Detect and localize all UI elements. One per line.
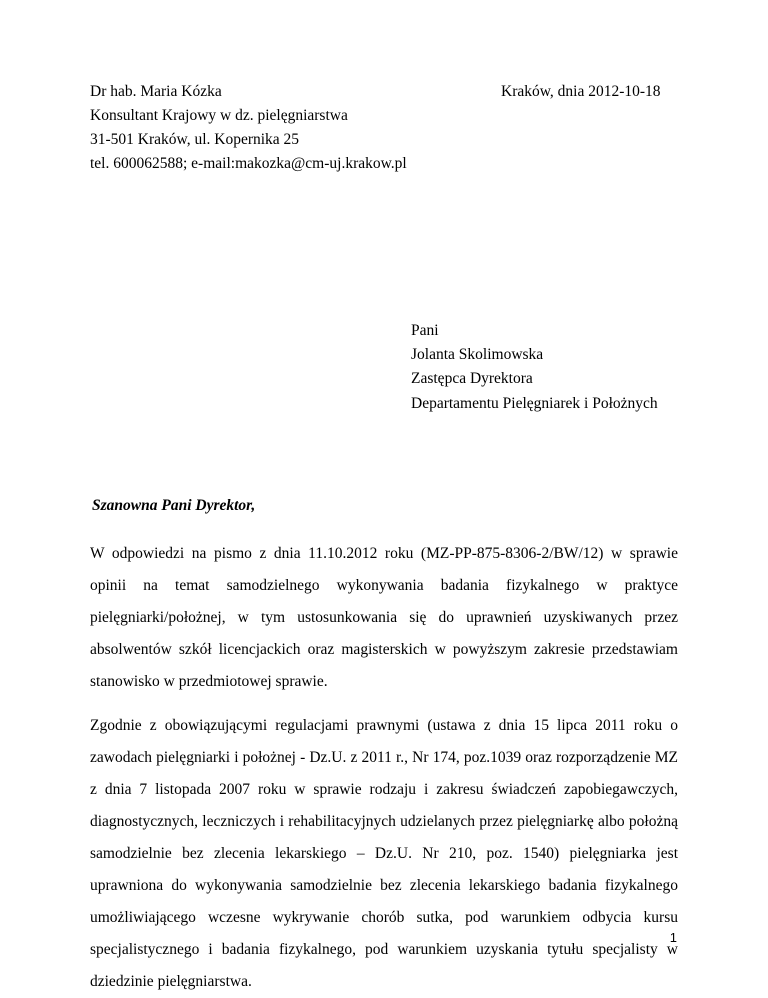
recipient-name: Jolanta Skolimowska (411, 346, 544, 363)
salutation: Szanowna Pani Dyrektor, (92, 497, 256, 514)
sender-address: 31-501 Kraków, ul. Kopernika 25 (90, 131, 300, 148)
sender-title: Konsultant Krajowy w dz. pielęgniarstwa (90, 107, 348, 124)
sender-name: Dr hab. Maria Kózka (90, 83, 222, 100)
recipient-prefix: Pani (411, 322, 439, 339)
recipient-position: Zastępca Dyrektora (411, 370, 533, 387)
date-line: Kraków, dnia 2012-10-18 (501, 83, 661, 100)
page-number: 1 (669, 930, 677, 945)
sender-contact: tel. 600062588; e-mail:makozka@cm-uj.krakow.pl (90, 155, 407, 172)
paragraph-response: W odpowiedzi na pismo z dnia 11.10.2012 roku (MZ-PP-875-8306-2/BW/12) w sprawie opinii na temat samodzielnego wykonywania badania fizykalnego w praktyce pielęgniarki/położnej, w tym ustosunkowania się do uprawnień uzyskiwanych przez absolwentów szkół licencjackich oraz magisterskich w powyższym zakresie przedstawiam stanowisko w przedmiotowej sprawie. (90, 545, 678, 690)
recipient-department: Departamentu Pielęgniarek i Położnych (411, 395, 658, 412)
paragraph-regulations: Zgodnie z obowiązującymi regulacjami prawnymi (ustawa z dnia 15 lipca 2011 roku o zawodach pielęgniarki i położnej - Dz.U. z 2011 r., Nr 174, poz.1039 oraz rozporządzenie MZ z dnia 7 listopada 2007 roku w sprawie rodzaju i zakresu świadczeń zapobiegawczych, diagnostycznych, leczniczych i rehabilitacyjnych udzielanych przez pielęgniarkę albo położną samodzielnie bez zlecenia lekarskiego – Dz.U. Nr 210, poz. 1540) pielęgniarka jest uprawniona do wykonywania samodzielnie bez zlecenia lekarskiego badania fizykalnego umożliwiającego wczesne wykrywanie chorób sutka, pod warunkiem odbycia kursu specjalistycznego i badania fizykalnego, pod warunkiem uzyskania tytułu specjalisty w dziedzinie pielęgniarstwa. (90, 717, 678, 990)
